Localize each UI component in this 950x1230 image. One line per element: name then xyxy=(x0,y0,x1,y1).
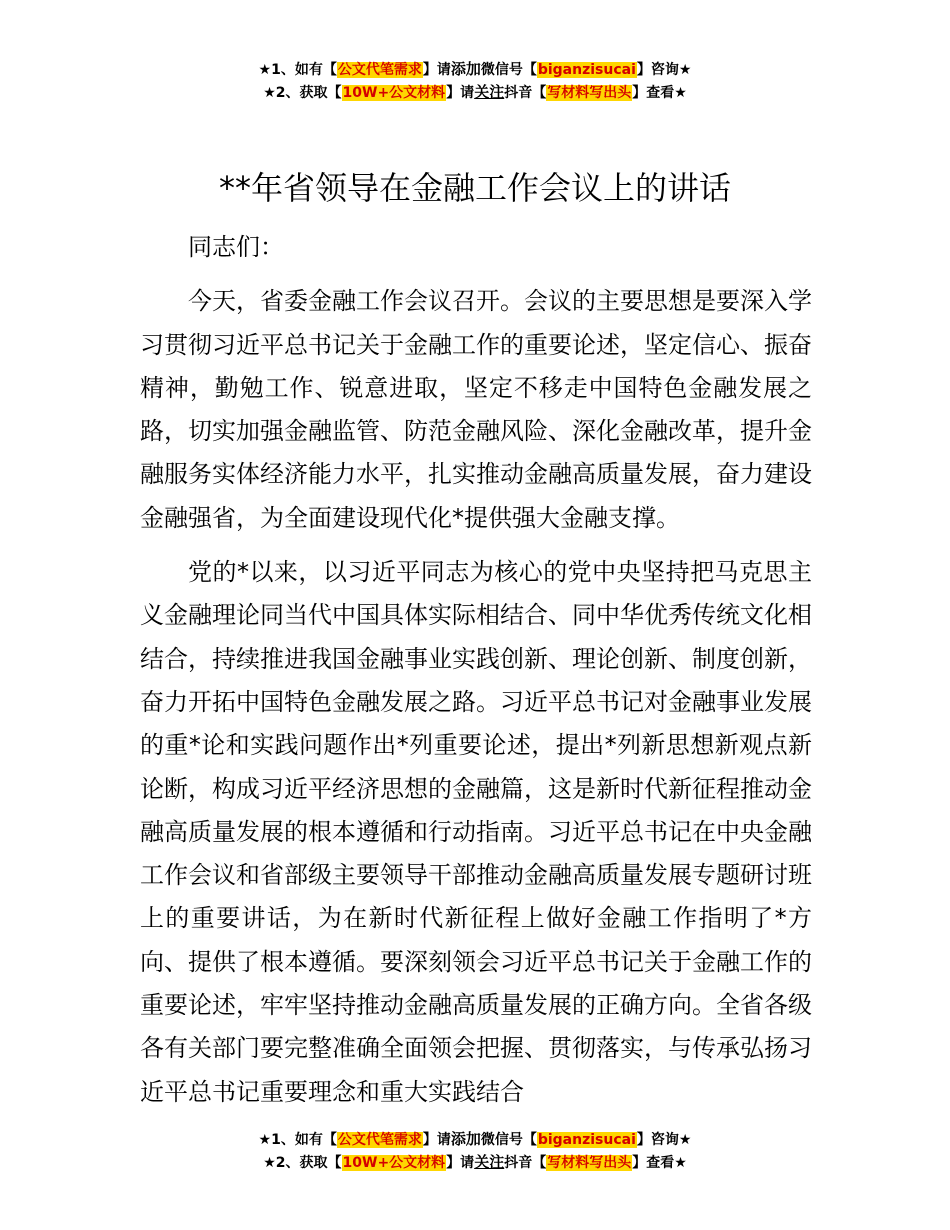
highlight-douyin: 写材料写出头 xyxy=(547,85,632,101)
document-title: **年省领导在金融工作会议上的讲话 xyxy=(218,169,731,207)
promo-text: 】咨询★ xyxy=(636,1132,692,1148)
highlight-service: 公文代笔需求 xyxy=(337,62,422,78)
highlight-materials: 10W+公文材料 xyxy=(342,85,446,101)
promo-text: 抖音【 xyxy=(504,85,547,101)
promo-line-1 xyxy=(0,58,950,81)
footer-promo-banner xyxy=(0,1128,950,1174)
highlight-service: 公文代笔需求 xyxy=(337,1132,422,1148)
promo-text: 微信号【 xyxy=(480,1132,537,1148)
highlight-douyin: 写材料写出头 xyxy=(547,1155,632,1171)
promo-text: 2、获取【 xyxy=(275,1155,342,1171)
promo-text: 】查看★ xyxy=(632,85,687,101)
star-icon: ★ xyxy=(263,1155,276,1171)
highlight-wechat-id: biganzisucai xyxy=(537,1132,636,1148)
paragraph: 党的*以来，以习近平同志为核心的党中央坚持把马克思主义金融理论同当代中国具体实际相结合、同中华优秀传统文化相结合，持续推进我国金融事业实践创新、理论创新、制度创新，奋力开拓中国特色金融发展之路。习近平总书记对金融事业发展的重*论和实践问题作出*列重要论述，提出*列新思想新观点新论断，构成习近平经济思想的金融篇，这是新时代新征程推动金融高质量发展的根本遵循和行动指南。习近平总书记在中央金融工作会议和省部级主要领导干部推动金融高质量发展专题研讨班上的重要讲话，为在新时代新征程上做好金融工作指明了*方向、提供了根本遵循。要深刻领会习近平总书记关于金融工作的重要论述，牢牢坚持推动金融高质量发展的正确方向。全省各级各有关部门要完整准确全面领会把握、贯彻落实，与传承弘扬习近平总书记重要理念和重大实践结合 xyxy=(140,558,812,1106)
promo-text: 2、获取【 xyxy=(275,85,342,101)
promo-text: 1、如有【 xyxy=(271,1132,337,1148)
promo-text: 微信号【 xyxy=(480,62,537,78)
star-icon: ★ xyxy=(258,1132,272,1148)
highlight-materials: 10W+公文材料 xyxy=(342,1155,446,1171)
promo-line-1 xyxy=(0,1128,950,1151)
salutation: 同志们： xyxy=(188,233,284,261)
paragraph: 今天，省委金融工作会议召开。会议的主要思想是要深入学习贯彻习近平总书记关于金融工作的重要论述，坚定信心、振奋精神，勤勉工作、锐意进取，坚定不移走中国特色金融发展之路，切实加强金融监管、防范金融风险、深化金融改革，提升金融服务实体经济能力水平，扎实推动金融高质量发展，奋力建设金融强省，为全面建设现代化*提供强大金融支撑。 xyxy=(140,287,812,532)
header-promo-banner xyxy=(0,58,950,104)
promo-text: 1、如有【 xyxy=(271,62,337,78)
document-body xyxy=(140,226,812,1114)
promo-text: 】请 xyxy=(446,85,475,101)
star-icon: ★ xyxy=(263,85,276,101)
promo-text: 】咨询★ xyxy=(636,62,692,78)
promo-text: 】请 xyxy=(422,62,451,78)
promo-text: 】查看★ xyxy=(632,1155,687,1171)
star-icon: ★ xyxy=(258,62,272,78)
promo-text: 添加 xyxy=(450,60,481,78)
promo-text: 关注 xyxy=(474,1153,505,1171)
promo-text: 】请 xyxy=(422,1132,451,1148)
highlight-wechat-id: biganzisucai xyxy=(537,62,636,78)
promo-line-2 xyxy=(0,1151,950,1174)
promo-text: 】请 xyxy=(446,1155,475,1171)
promo-line-2 xyxy=(0,81,950,104)
promo-text: 添加 xyxy=(450,1130,481,1148)
promo-text: 抖音【 xyxy=(504,1155,547,1171)
promo-text: 关注 xyxy=(474,83,505,101)
